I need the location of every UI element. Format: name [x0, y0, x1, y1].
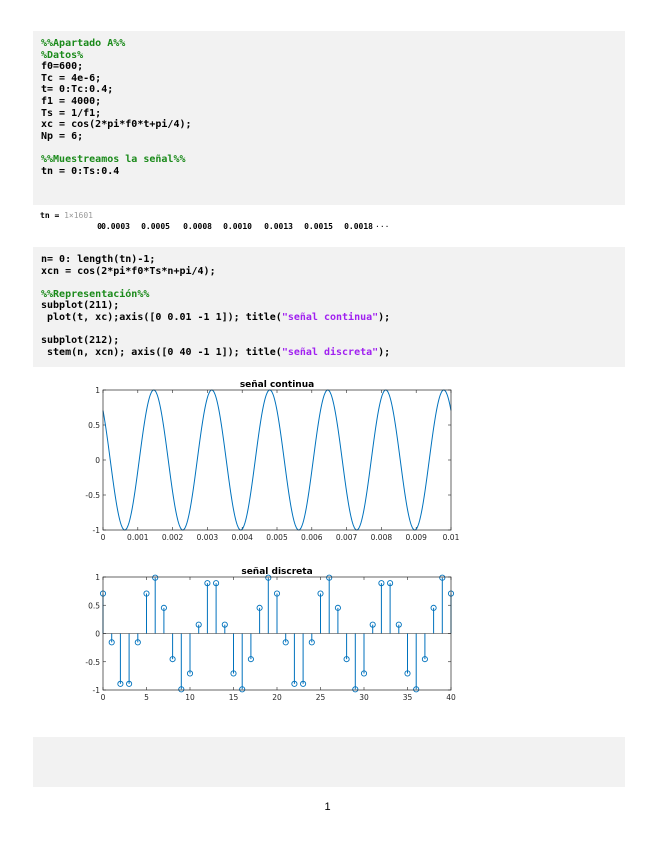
output-value: 0.0018: [344, 222, 373, 231]
output-value: 0.0005: [141, 222, 170, 231]
x-tick-label: 5: [144, 693, 149, 702]
x-tick-label: 0.003: [196, 533, 219, 542]
output-value: 0.0015: [304, 222, 333, 231]
code-editor-2[interactable]: [41, 254, 390, 358]
code-token: );: [378, 346, 391, 358]
x-tick-label: 0.009: [405, 533, 427, 542]
x-tick-label: 0.001: [127, 533, 149, 542]
y-tick-label: 0: [95, 629, 100, 639]
output-value: 0.0013: [264, 222, 293, 231]
chart-title: señal discreta: [241, 567, 313, 577]
x-tick-label: 25: [315, 693, 326, 702]
figure-output: [0, 370, 655, 710]
x-tick-label: 0.002: [161, 533, 184, 542]
y-tick-label: -0.5: [85, 491, 100, 500]
y-tick-label: -1: [92, 526, 100, 535]
variable-output: [40, 211, 625, 241]
code-line: f1 = 4000;: [41, 95, 102, 107]
code-token: plot(t, xc);axis([0 0.01 -1 1]); title(: [41, 311, 282, 323]
output-ellipsis[interactable]: ···: [375, 222, 390, 231]
output-dims: 1×1601: [64, 211, 93, 220]
code-token: stem(n, xcn); axis([0 40 -1 1]); title(: [41, 346, 282, 358]
code-line: %%Apartado A%%: [41, 38, 126, 49]
x-tick-label: 0: [100, 693, 106, 702]
code-token: xcn = cos(2*pi*f0*Ts*n+pi/4);: [41, 265, 216, 277]
code-token: subplot(211);: [41, 300, 120, 312]
code-line: xc = cos(2*pi*f0*t+pi/4);: [41, 119, 192, 131]
x-tick-label: 40: [446, 693, 456, 702]
x-tick-label: 15: [228, 693, 239, 702]
y-tick-label: -1: [92, 686, 100, 695]
y-tick-label: 0.5: [88, 421, 100, 430]
output-value: 0.0010: [223, 222, 252, 231]
output-var-name: tn =: [40, 211, 65, 220]
y-tick-label: 0: [95, 456, 100, 465]
code-line: %Datos%: [41, 49, 84, 61]
code-token: %%Representación%%: [41, 288, 150, 300]
code-line: t= 0:Tc:0.4;: [41, 84, 114, 96]
y-tick-label: 0.5: [88, 601, 100, 611]
x-tick-label: 20: [272, 693, 282, 702]
code-token: subplot(212);: [41, 335, 120, 347]
y-tick-label: 1: [95, 573, 100, 582]
page-number: 1: [324, 801, 331, 813]
subplot-continuous: [85, 380, 459, 542]
code-line: %%Muestreamos la señal%%: [41, 153, 186, 165]
x-tick-label: 30: [359, 693, 369, 702]
output-value: 0.0008: [183, 222, 212, 231]
y-tick-label: 1: [95, 386, 100, 395]
x-tick-label: 0: [100, 533, 106, 542]
code-string: "señal discreta": [281, 346, 379, 358]
code-cell-2[interactable]: [33, 247, 625, 367]
code-token: );: [378, 311, 391, 323]
x-tick-label: 35: [402, 693, 413, 702]
code-line: f0=600;: [41, 61, 84, 73]
output-value: 0: [97, 222, 102, 231]
code-editor-1[interactable]: [41, 38, 192, 177]
chart-title: señal continua: [239, 380, 315, 390]
empty-code-cell[interactable]: [33, 737, 625, 787]
code-line: Ts = 1/f1;: [41, 107, 102, 119]
x-tick-label: 0.004: [231, 533, 253, 542]
x-tick-label: 0.007: [335, 533, 358, 542]
x-tick-label: 0.006: [301, 533, 323, 542]
subplot-discrete: [85, 567, 456, 702]
y-tick-label: -0.5: [85, 657, 100, 667]
x-tick-label: 0.01: [442, 533, 460, 542]
x-tick-label: 10: [185, 693, 195, 702]
code-line: tn = 0:Ts:0.4: [41, 165, 120, 177]
x-tick-label: 0.005: [266, 533, 288, 542]
output-label: [40, 211, 93, 220]
code-token: n= 0: length(tn)-1;: [41, 254, 156, 265]
code-string: "señal continua": [281, 311, 379, 323]
code-line: Tc = 4e-6;: [41, 72, 102, 84]
code-line: Np = 6;: [41, 130, 84, 142]
output-value: 0.0003: [101, 222, 130, 231]
x-tick-label: 0.008: [370, 533, 393, 542]
code-cell-1[interactable]: [33, 31, 625, 205]
